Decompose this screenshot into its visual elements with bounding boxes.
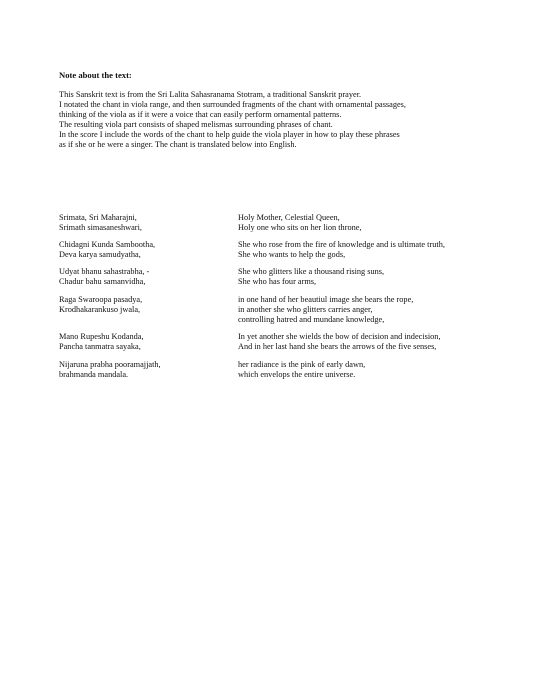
intro-line: thinking of the viola as if it were a voice that can easily perform ornamental patterns. <box>59 110 342 119</box>
sanskrit-line: Pancha tanmatra sayaka, <box>59 342 141 351</box>
english-line: She who glitters like a thousand rising suns, <box>238 267 385 276</box>
sanskrit-text <box>59 267 229 287</box>
english-translation <box>238 213 518 233</box>
english-translation <box>238 332 518 352</box>
english-line: controlling hatred and mundane knowledge, <box>238 315 385 324</box>
sanskrit-line: Raga Swaroopa pasadya, <box>59 295 143 304</box>
english-line: Holy Mother, Celestial Queen, <box>238 213 340 222</box>
note-heading: Note about the text: <box>59 70 132 80</box>
english-line: Holy one who sits on her lion throne, <box>238 223 362 232</box>
sanskrit-line: Krodhakarankuso jwala, <box>59 305 141 314</box>
sanskrit-text <box>59 213 229 233</box>
english-line: In yet another she wields the bow of decision and indecision, <box>238 332 441 341</box>
intro-line: I notated the chant in viola range, and then surrounded fragments of the chant with ornamental passages, <box>59 100 406 109</box>
intro-line: as if she or he were a singer. The chant is translated below into English. <box>59 140 297 149</box>
english-translation <box>238 360 518 380</box>
sanskrit-line: Chidagni Kunda Sambootha, <box>59 240 156 249</box>
sanskrit-text <box>59 332 229 352</box>
sanskrit-line: Mano Rupeshu Kodanda, <box>59 332 144 341</box>
intro-line: This Sanskrit text is from the Sri Lalita Sahasranama Stotram, a traditional Sanskrit prayer. <box>59 90 362 99</box>
english-translation <box>238 267 518 287</box>
english-line: And in her last hand she bears the arrows of the five senses, <box>238 342 437 351</box>
english-line: in one hand of her beautiul image she bears the rope, <box>238 295 414 304</box>
english-line: which envelops the entire universe. <box>238 370 356 379</box>
sanskrit-line: brahmanda mandala. <box>59 370 129 379</box>
english-line: She who has four arms, <box>238 277 317 286</box>
english-line: She who wants to help the gods, <box>238 250 346 259</box>
sanskrit-line: Deva karya samudyatha, <box>59 250 141 259</box>
sanskrit-text <box>59 295 229 315</box>
intro-paragraph <box>59 90 499 150</box>
english-translation <box>238 295 518 325</box>
sanskrit-line: Udyat bhanu sahastrabha, - <box>59 267 150 276</box>
sanskrit-line: Chadur bahu samanvidha, <box>59 277 146 286</box>
english-line: She who rose from the fire of knowledge and is ultimate truth, <box>238 240 445 249</box>
english-translation <box>238 240 518 260</box>
sanskrit-text <box>59 240 229 260</box>
sanskrit-line: Srimath simasaneshwari, <box>59 223 142 232</box>
english-line: in another she who glitters carries anger, <box>238 305 373 314</box>
sanskrit-line: Srimata, Sri Maharajni, <box>59 213 137 222</box>
sanskrit-text <box>59 360 229 380</box>
intro-line: The resulting viola part consists of shaped melismas surrounding phrases of chant. <box>59 120 333 129</box>
intro-line: In the score I include the words of the chant to help guide the viola player in how to play these phrases <box>59 130 400 139</box>
english-line: her radiance is the pink of early dawn, <box>238 360 366 369</box>
sanskrit-line: Nijaruna prabha pooramajjath, <box>59 360 161 369</box>
